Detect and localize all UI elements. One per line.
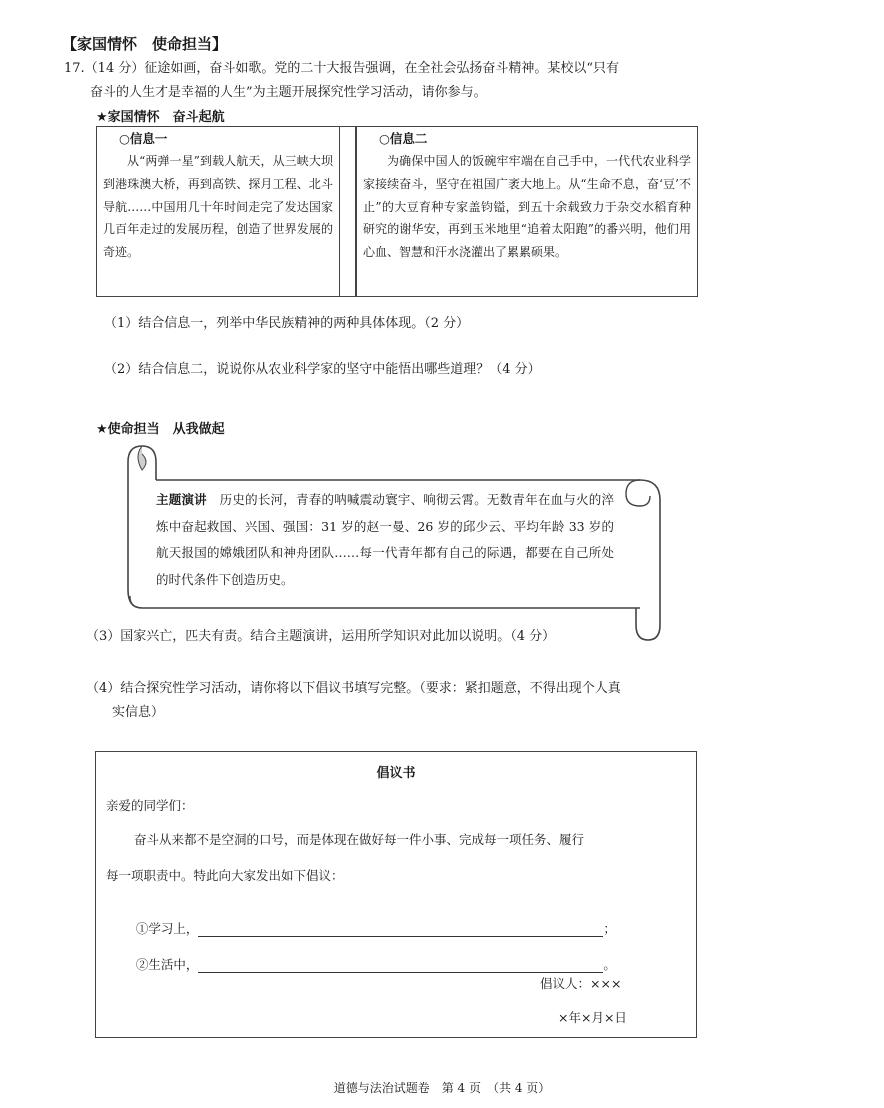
letter-greeting: 亲爱的同学们： (106, 798, 194, 813)
info-2-text: 为确保中国人的饭碗牢牢端在自己手中，一代代农业科学家接续奋斗，坚守在祖国广袤大地上。从“生命不息，奋‘豆’不止”的大豆育种专家盖钧镒，到五十余载致力于杂交水稻育种研究的谢华安，再到玉米地里“追着太阳跑”的番兴明，他们用心血、智慧和汗水浇灌出了累累硕果。 (363, 154, 691, 260)
letter-item-2-blank[interactable] (198, 958, 603, 973)
question-stem-line-1: 17.（14 分）征途如画，奋斗如歌。党的二十大报告强调，在全社会弘扬奋斗精神。某校以“只有 (64, 61, 619, 76)
question-17-stem (64, 57, 704, 105)
theme-speech (156, 487, 614, 593)
letter-signer: 倡议人：××× (540, 976, 622, 991)
proposal-letter-box (95, 751, 697, 1038)
section-heading: 【家国情怀 使命担当】 (62, 35, 228, 53)
question-4-line-1: （4）结合探究性学习活动，请你将以下倡议书填写完整。（要求：紧扣题意，不得出现个人真 (86, 681, 621, 696)
info-box-2 (356, 126, 698, 297)
letter-item-1-end: ； (603, 921, 616, 936)
question-2: （2）结合信息二，说说你从农业科学家的坚守中能悟出哪些道理？（4 分） (104, 362, 541, 377)
letter-date: ×年×月×日 (558, 1010, 627, 1025)
part1-heading: ★家国情怀 奋斗起航 (96, 110, 225, 125)
letter-item-2-end: 。 (603, 957, 616, 972)
question-stem-line-2: 奋斗的人生才是幸福的人生”为主题开展探究性学习活动，请你参与。 (90, 85, 487, 100)
info-box-1 (96, 126, 340, 297)
letter-title: 倡议书 (376, 766, 416, 781)
letter-item-2-label: ②生活中， (135, 957, 199, 972)
theme-speech-label: 主题演讲 (156, 492, 207, 507)
info-divider-gap (338, 126, 356, 297)
info-1-text: 从“两弹一星”到载人航天，从三峡大坝到港珠澳大桥，再到高铁、探月工程、北斗导航……中国用几十年时间走完了发达国家几百年走过的发展历程，创造了世界发展的奇迹。 (103, 154, 333, 260)
theme-speech-text: 历史的长河，青春的呐喊震动寰宇、响彻云霄。无数青年在血与火的淬炼中奋起救国、兴国、强国：31 岁的赵一曼、26 岁的邱少云、平均年龄 33 岁的航天报国的嫦娥团队和神舟团队……每一代青年都有自己的际遇，都要在自己所处的时代条件下创造历史。 (156, 492, 614, 587)
info-1-title: ○信息一 (119, 131, 168, 146)
letter-body-line-1: 奋斗从来都不是空洞的口号，而是体现在做好每一件小事、完成每一项任务、履行 (134, 832, 585, 847)
question-1: （1）结合信息一，列举中华民族精神的两种具体体现。（2 分） (104, 316, 470, 331)
letter-item-1-blank[interactable] (198, 922, 603, 937)
part2-heading: ★使命担当 从我做起 (96, 422, 225, 437)
question-3: （3）国家兴亡，匹夫有责。结合主题演讲，运用所学知识对此加以说明。（4 分） (86, 629, 556, 644)
letter-item-1-label: ①学习上， (135, 921, 199, 936)
info-2-title: ○信息二 (379, 131, 428, 146)
question-4-line-2: 实信息） (112, 705, 165, 720)
page-footer: 道德与法治试题卷 第 4 页 （共 4 页） (333, 1081, 551, 1095)
letter-body-line-2: 每一项职责中。特此向大家发出如下倡议： (106, 868, 344, 883)
